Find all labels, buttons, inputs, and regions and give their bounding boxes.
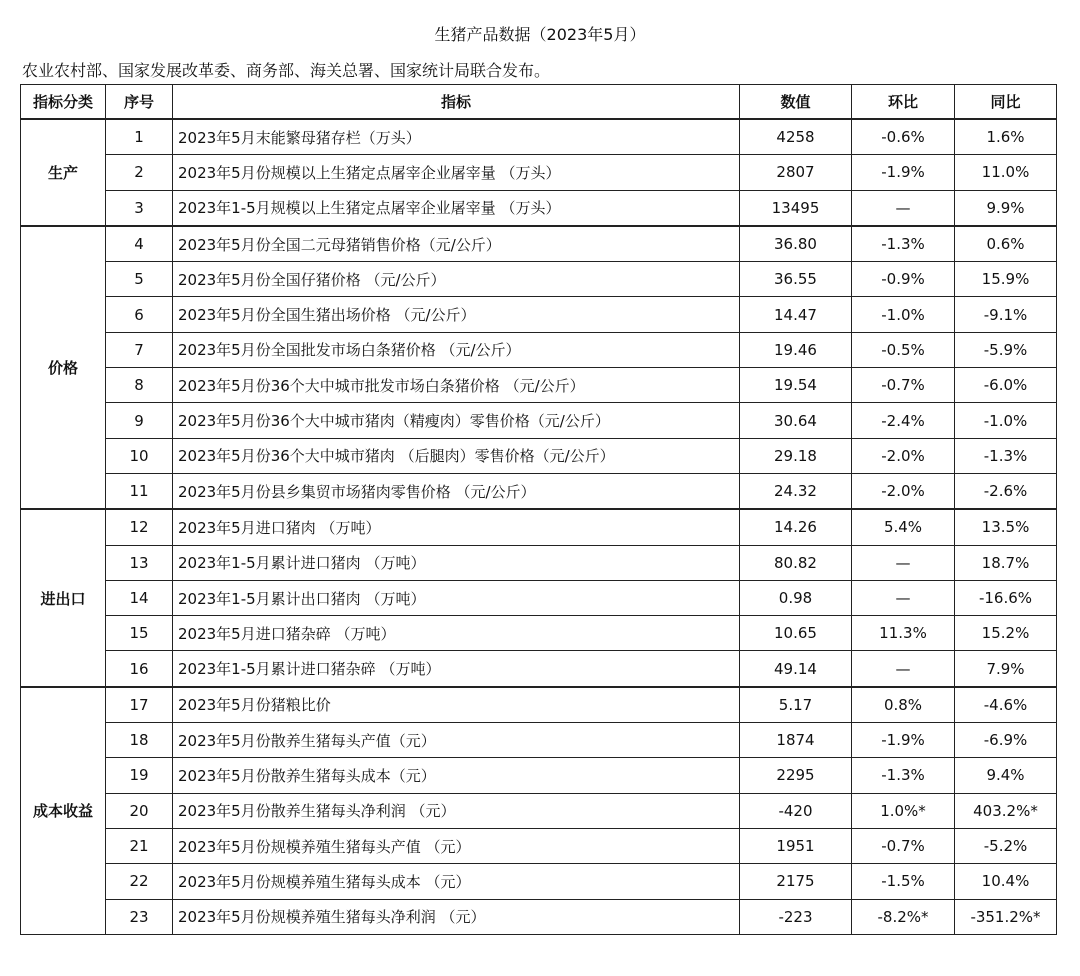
indicator-cell: 2023年5月进口猪肉 （万吨） [173,509,740,545]
indicator-cell: 2023年1-5月规模以上生猪定点屠宰企业屠宰量 （万头） [173,190,740,226]
value-cell: 49.14 [740,651,852,687]
yoy-change-cell: 403.2%* [955,793,1057,828]
row-number-cell: 2 [106,155,173,190]
value-cell: 2295 [740,758,852,793]
yoy-change-cell: -4.6% [955,687,1057,723]
yoy-change-cell: -6.9% [955,723,1057,758]
indicator-cell: 2023年5月份县乡集贸市场猪肉零售价格 （元/公斤） [173,473,740,509]
row-number-cell: 21 [106,828,173,863]
row-number-cell: 4 [106,226,173,262]
row-number-cell: 1 [106,119,173,155]
mom-change-cell: -1.0% [852,297,955,332]
table-row [21,297,1057,332]
table-row [21,723,1057,758]
table-row [21,616,1057,651]
indicator-cell: 2023年5月份36个大中城市猪肉（精瘦肉）零售价格（元/公斤） [173,403,740,438]
yoy-change-cell: 10.4% [955,864,1057,899]
table-group [21,687,1057,935]
value-cell: 1951 [740,828,852,863]
yoy-change-cell: 11.0% [955,155,1057,190]
mom-change-cell: -2.4% [852,403,955,438]
value-cell: 13495 [740,190,852,226]
mom-change-cell: -0.9% [852,262,955,297]
row-number-cell: 6 [106,297,173,332]
indicator-cell: 2023年1-5月累计出口猪肉 （万吨） [173,580,740,615]
indicator-cell: 2023年5月末能繁母猪存栏（万头） [173,119,740,155]
value-cell: 19.54 [740,368,852,403]
mom-change-cell: -1.3% [852,758,955,793]
indicator-cell: 2023年1-5月累计进口猪杂碎 （万吨） [173,651,740,687]
indicator-cell: 2023年5月份全国二元母猪销售价格（元/公斤） [173,226,740,262]
mom-change-cell: 0.8% [852,687,955,723]
mom-change-cell: -1.9% [852,723,955,758]
category-cell: 进出口 [21,509,106,686]
mom-change-cell: -0.5% [852,332,955,367]
value-cell: 19.46 [740,332,852,367]
value-cell: 24.32 [740,473,852,509]
yoy-change-cell: -16.6% [955,580,1057,615]
table-row [21,155,1057,190]
mom-change-cell: — [852,190,955,226]
yoy-change-cell: -1.3% [955,438,1057,473]
value-cell: 29.18 [740,438,852,473]
indicator-cell: 2023年1-5月累计进口猪肉 （万吨） [173,545,740,580]
table-row [21,545,1057,580]
table-group [21,509,1057,686]
row-number-cell: 11 [106,473,173,509]
mom-change-cell: 11.3% [852,616,955,651]
value-cell: 10.65 [740,616,852,651]
value-cell: -223 [740,899,852,934]
row-number-cell: 12 [106,509,173,545]
yoy-change-cell: -9.1% [955,297,1057,332]
table-row [21,899,1057,934]
table-row [21,580,1057,615]
header-yoy: 同比 [955,85,1057,120]
row-number-cell: 18 [106,723,173,758]
table-row [21,651,1057,687]
table-row [21,509,1057,545]
yoy-change-cell: -1.0% [955,403,1057,438]
yoy-change-cell: 1.6% [955,119,1057,155]
category-cell: 生产 [21,119,106,226]
indicator-cell: 2023年5月份规模养殖生猪每头净利润 （元） [173,899,740,934]
indicator-cell: 2023年5月进口猪杂碎 （万吨） [173,616,740,651]
table-row [21,262,1057,297]
mom-change-cell: — [852,651,955,687]
table-row [21,190,1057,226]
table-row [21,864,1057,899]
category-cell: 成本收益 [21,687,106,935]
mom-change-cell: -0.7% [852,828,955,863]
category-cell: 价格 [21,226,106,509]
table-row [21,473,1057,509]
indicator-cell: 2023年5月份36个大中城市猪肉 （后腿肉）零售价格（元/公斤） [173,438,740,473]
indicator-cell: 2023年5月份猪粮比价 [173,687,740,723]
yoy-change-cell: -2.6% [955,473,1057,509]
mom-change-cell: -0.7% [852,368,955,403]
yoy-change-cell: 15.2% [955,616,1057,651]
row-number-cell: 13 [106,545,173,580]
table-header-row [21,85,1057,120]
value-cell: 36.55 [740,262,852,297]
yoy-change-cell: 7.9% [955,651,1057,687]
indicator-cell: 2023年5月份全国仔猪价格 （元/公斤） [173,262,740,297]
mom-change-cell: 1.0%* [852,793,955,828]
row-number-cell: 9 [106,403,173,438]
data-table [20,84,1057,935]
value-cell: 30.64 [740,403,852,438]
table-row [21,226,1057,262]
table-group [21,226,1057,509]
indicator-cell: 2023年5月份全国批发市场白条猪价格 （元/公斤） [173,332,740,367]
yoy-change-cell: 0.6% [955,226,1057,262]
value-cell: 2807 [740,155,852,190]
mom-change-cell: -1.5% [852,864,955,899]
row-number-cell: 3 [106,190,173,226]
value-cell: 80.82 [740,545,852,580]
value-cell: 14.47 [740,297,852,332]
value-cell: 0.98 [740,580,852,615]
row-number-cell: 7 [106,332,173,367]
value-cell: 2175 [740,864,852,899]
table-row [21,687,1057,723]
row-number-cell: 10 [106,438,173,473]
value-cell: 14.26 [740,509,852,545]
table-row [21,793,1057,828]
indicator-cell: 2023年5月份36个大中城市批发市场白条猪价格 （元/公斤） [173,368,740,403]
table-row [21,368,1057,403]
value-cell: 1874 [740,723,852,758]
mom-change-cell: — [852,545,955,580]
table-row [21,758,1057,793]
row-number-cell: 16 [106,651,173,687]
table-row [21,438,1057,473]
yoy-change-cell: 9.9% [955,190,1057,226]
yoy-change-cell: 13.5% [955,509,1057,545]
row-number-cell: 5 [106,262,173,297]
page-title: 生猪产品数据（2023年5月） [434,25,646,44]
publisher-note: 农业农村部、国家发展改革委、商务部、海关总署、国家统计局联合发布。 [22,61,551,80]
row-number-cell: 19 [106,758,173,793]
mom-change-cell: — [852,580,955,615]
table-row [21,119,1057,155]
header-mom: 环比 [852,85,955,120]
yoy-change-cell: -6.0% [955,368,1057,403]
indicator-cell: 2023年5月份散养生猪每头成本（元） [173,758,740,793]
table-row [21,403,1057,438]
yoy-change-cell: 18.7% [955,545,1057,580]
indicator-cell: 2023年5月份规模养殖生猪每头成本 （元） [173,864,740,899]
indicator-cell: 2023年5月份全国生猪出场价格 （元/公斤） [173,297,740,332]
yoy-change-cell: -351.2%* [955,899,1057,934]
mom-change-cell: -2.0% [852,438,955,473]
yoy-change-cell: -5.9% [955,332,1057,367]
table-row [21,828,1057,863]
table-group [21,119,1057,226]
header-category: 指标分类 [21,85,106,120]
header-no: 序号 [106,85,173,120]
row-number-cell: 20 [106,793,173,828]
row-number-cell: 22 [106,864,173,899]
row-number-cell: 8 [106,368,173,403]
mom-change-cell: -8.2%* [852,899,955,934]
mom-change-cell: -2.0% [852,473,955,509]
indicator-cell: 2023年5月份规模养殖生猪每头产值 （元） [173,828,740,863]
mom-change-cell: -1.9% [852,155,955,190]
value-cell: -420 [740,793,852,828]
indicator-cell: 2023年5月份散养生猪每头净利润 （元） [173,793,740,828]
indicator-cell: 2023年5月份规模以上生猪定点屠宰企业屠宰量 （万头） [173,155,740,190]
table-row [21,332,1057,367]
yoy-change-cell: -5.2% [955,828,1057,863]
mom-change-cell: 5.4% [852,509,955,545]
mom-change-cell: -0.6% [852,119,955,155]
header-value: 数值 [740,85,852,120]
indicator-cell: 2023年5月份散养生猪每头产值（元） [173,723,740,758]
row-number-cell: 15 [106,616,173,651]
mom-change-cell: -1.3% [852,226,955,262]
row-number-cell: 17 [106,687,173,723]
value-cell: 36.80 [740,226,852,262]
yoy-change-cell: 9.4% [955,758,1057,793]
value-cell: 5.17 [740,687,852,723]
row-number-cell: 14 [106,580,173,615]
value-cell: 4258 [740,119,852,155]
yoy-change-cell: 15.9% [955,262,1057,297]
header-indicator: 指标 [173,85,740,120]
row-number-cell: 23 [106,899,173,934]
